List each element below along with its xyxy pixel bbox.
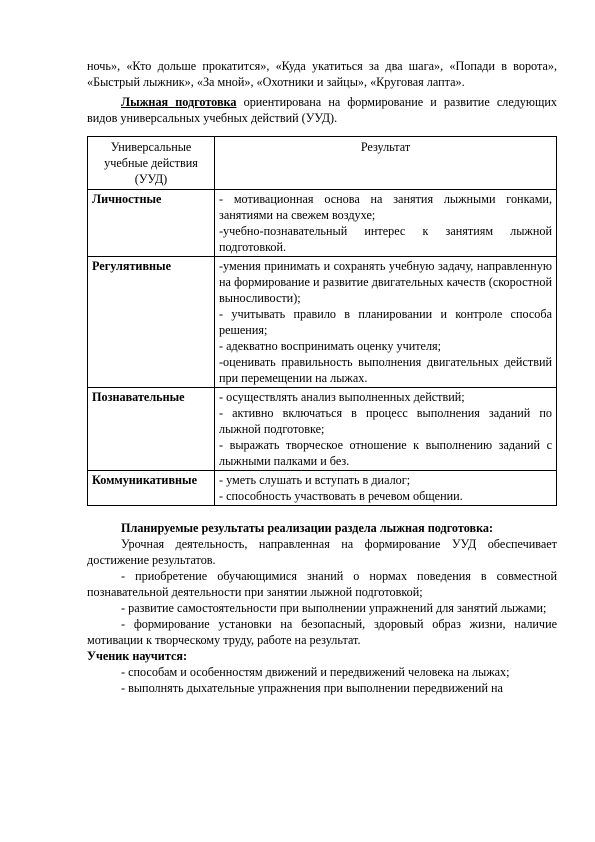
- row-name-communicative: Коммуникативные: [88, 471, 215, 506]
- row-name-personal: Личностные: [88, 190, 215, 257]
- table-row: [88, 190, 557, 257]
- table-row: [88, 257, 557, 388]
- table-header-row: [88, 137, 557, 190]
- result-item: -учебно-познавательный интерес к занятиям лыжной подготовкой.: [219, 224, 552, 254]
- student-item: - выполнять дыхательные упражнения при выполнении передвижений на: [121, 681, 503, 695]
- intro-uud-text: ориентирована на формирование и развитие следующих видов универсальных учебных действий (УУД).: [87, 95, 557, 125]
- result-item: - активно включаться в процесс выполнения заданий по лыжной подготовке;: [219, 406, 552, 436]
- planned-results-paragraph: Урочная деятельность, направленная на формирование УУД обеспечивает достижение результатов.: [87, 537, 557, 567]
- planned-item: - приобретение обучающимися знаний о нормах поведения в совместной познавательной деятельности при занятии лыжной подготовкой;: [87, 569, 557, 599]
- row-name-regulative: Регулятивные: [88, 257, 215, 388]
- intro-paragraph: ночь», «Кто дольше прокатится», «Куда укатиться за два шага», «Попади в ворота», «Быстрый лыжник», «За мной», «Охотники и зайцы», «Круговая лапта».: [87, 59, 557, 89]
- table-row: [88, 471, 557, 506]
- result-item: - мотивационная основа на занятия лыжными гонками, занятиями на свежем воздухе;: [219, 192, 552, 222]
- result-item: - уметь слушать и вступать в диалог;: [219, 473, 411, 487]
- planned-results-title: Планируемые результаты реализации раздела лыжная подготовка:: [121, 521, 494, 535]
- row-results-regulative: [215, 257, 557, 388]
- result-item: - выражать творческое отношение к выполнению заданий с лыжными палками и без.: [219, 438, 552, 468]
- result-item: - способность участвовать в речевом общении.: [219, 489, 463, 503]
- document-page: [87, 58, 557, 696]
- uud-table: [87, 136, 557, 506]
- row-results-personal: [215, 190, 557, 257]
- row-results-cognitive: [215, 388, 557, 471]
- planned-item: - формирование установки на безопасный, здоровый образ жизни, наличие мотивации к творческому труду, работе на результат.: [87, 617, 557, 647]
- skiing-term: Лыжная подготовка: [121, 95, 237, 109]
- header-result: Результат: [215, 137, 557, 190]
- student-item: - способам и особенностям движений и передвижений человека на лыжах;: [121, 665, 510, 679]
- table-row: [88, 388, 557, 471]
- result-item: - учитывать правило в планировании и контроле способа решения;: [219, 307, 552, 337]
- row-results-communicative: [215, 471, 557, 506]
- intro-uud-paragraph: [87, 94, 557, 126]
- result-item: -оценивать правильность выполнения двигательных действий при перемещении на лыжах.: [219, 355, 552, 385]
- result-item: - осуществлять анализ выполненных действий;: [219, 390, 465, 404]
- result-item: -умения принимать и сохранять учебную задачу, направленную на формирование и развитие двигательных качеств (скоростной выносливости);: [219, 259, 552, 305]
- planned-item: - развитие самостоятельности при выполнении упражнений для занятий лыжами;: [121, 601, 547, 615]
- student-will-learn-title: Ученик научится:: [87, 649, 188, 663]
- header-uud: Универсальные учебные действия (УУД): [88, 137, 215, 190]
- result-item: - адекватно воспринимать оценку учителя;: [219, 339, 442, 353]
- row-name-cognitive: Познавательные: [88, 388, 215, 471]
